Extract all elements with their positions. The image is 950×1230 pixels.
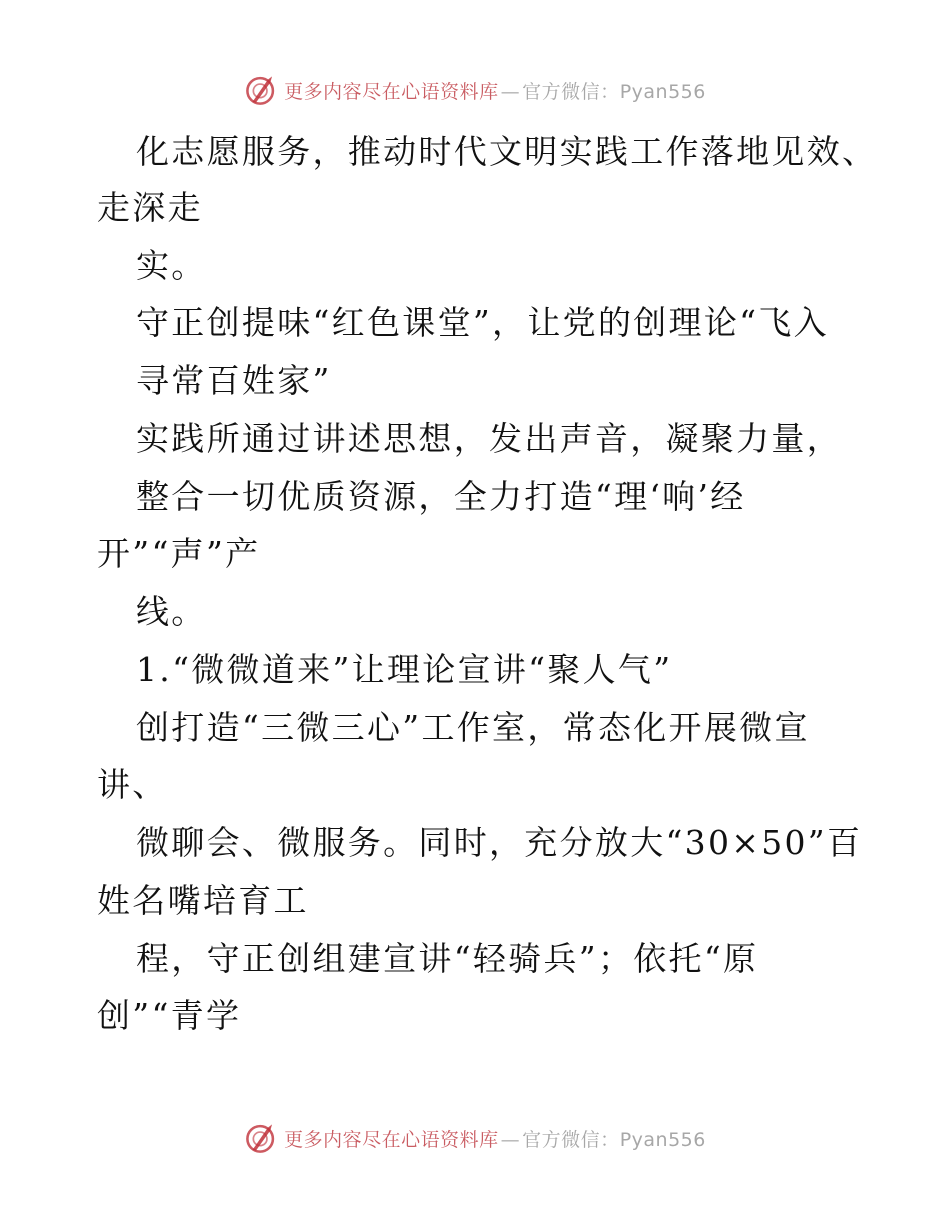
watermark-wechat-id: Pyan556 — [619, 80, 706, 103]
body-line: 化志愿服务，推动时代文明实践工作落地见效、 — [136, 132, 878, 171]
body-line: 讲、 — [97, 765, 168, 804]
watermark-text — [284, 77, 706, 104]
quill-logo-icon — [244, 73, 278, 107]
footer-watermark — [0, 1118, 950, 1158]
body-line: 创打造“三微三心”工作室，常态化开展微宣 — [136, 708, 810, 747]
header-watermark — [0, 70, 950, 110]
body-line: 姓名嘴培育工 — [97, 881, 309, 920]
body-line: 1.“微微道来”让理论宣讲“聚人气” — [136, 650, 673, 689]
body-line: 程，守正创组建宣讲“轻骑兵”；依托“原 — [136, 939, 759, 978]
watermark-separator: — — [500, 1128, 521, 1151]
body-line: 微聊会、微服务。同时，充分放大“30×50”百 — [136, 823, 863, 862]
body-line: 开”“声”产 — [97, 534, 261, 573]
body-line: 实践所通过讲述思想，发出声音，凝聚力量， — [136, 419, 842, 458]
watermark-separator: — — [500, 80, 521, 103]
body-line: 守正创提味“红色课堂”，让党的创理论“飞入 — [136, 303, 829, 342]
watermark-wechat-id: Pyan556 — [619, 1128, 706, 1151]
body-line: 线。 — [136, 592, 207, 631]
watermark-site-text: 更多内容尽在心语资料库 — [284, 80, 499, 103]
quill-logo-icon — [244, 1121, 278, 1155]
body-line: 创”“青学 — [97, 996, 242, 1035]
body-line: 实。 — [136, 246, 207, 285]
watermark-official-label: 官方微信： — [522, 1128, 620, 1151]
watermark-text — [284, 1125, 706, 1152]
body-line: 寻常百姓家” — [136, 361, 332, 400]
watermark-official-label: 官方微信： — [522, 80, 620, 103]
body-line: 整合一切优质资源，全力打造“理‘响’经 — [136, 477, 746, 516]
body-line: 走深走 — [97, 188, 203, 227]
watermark-site-text: 更多内容尽在心语资料库 — [284, 1128, 499, 1151]
